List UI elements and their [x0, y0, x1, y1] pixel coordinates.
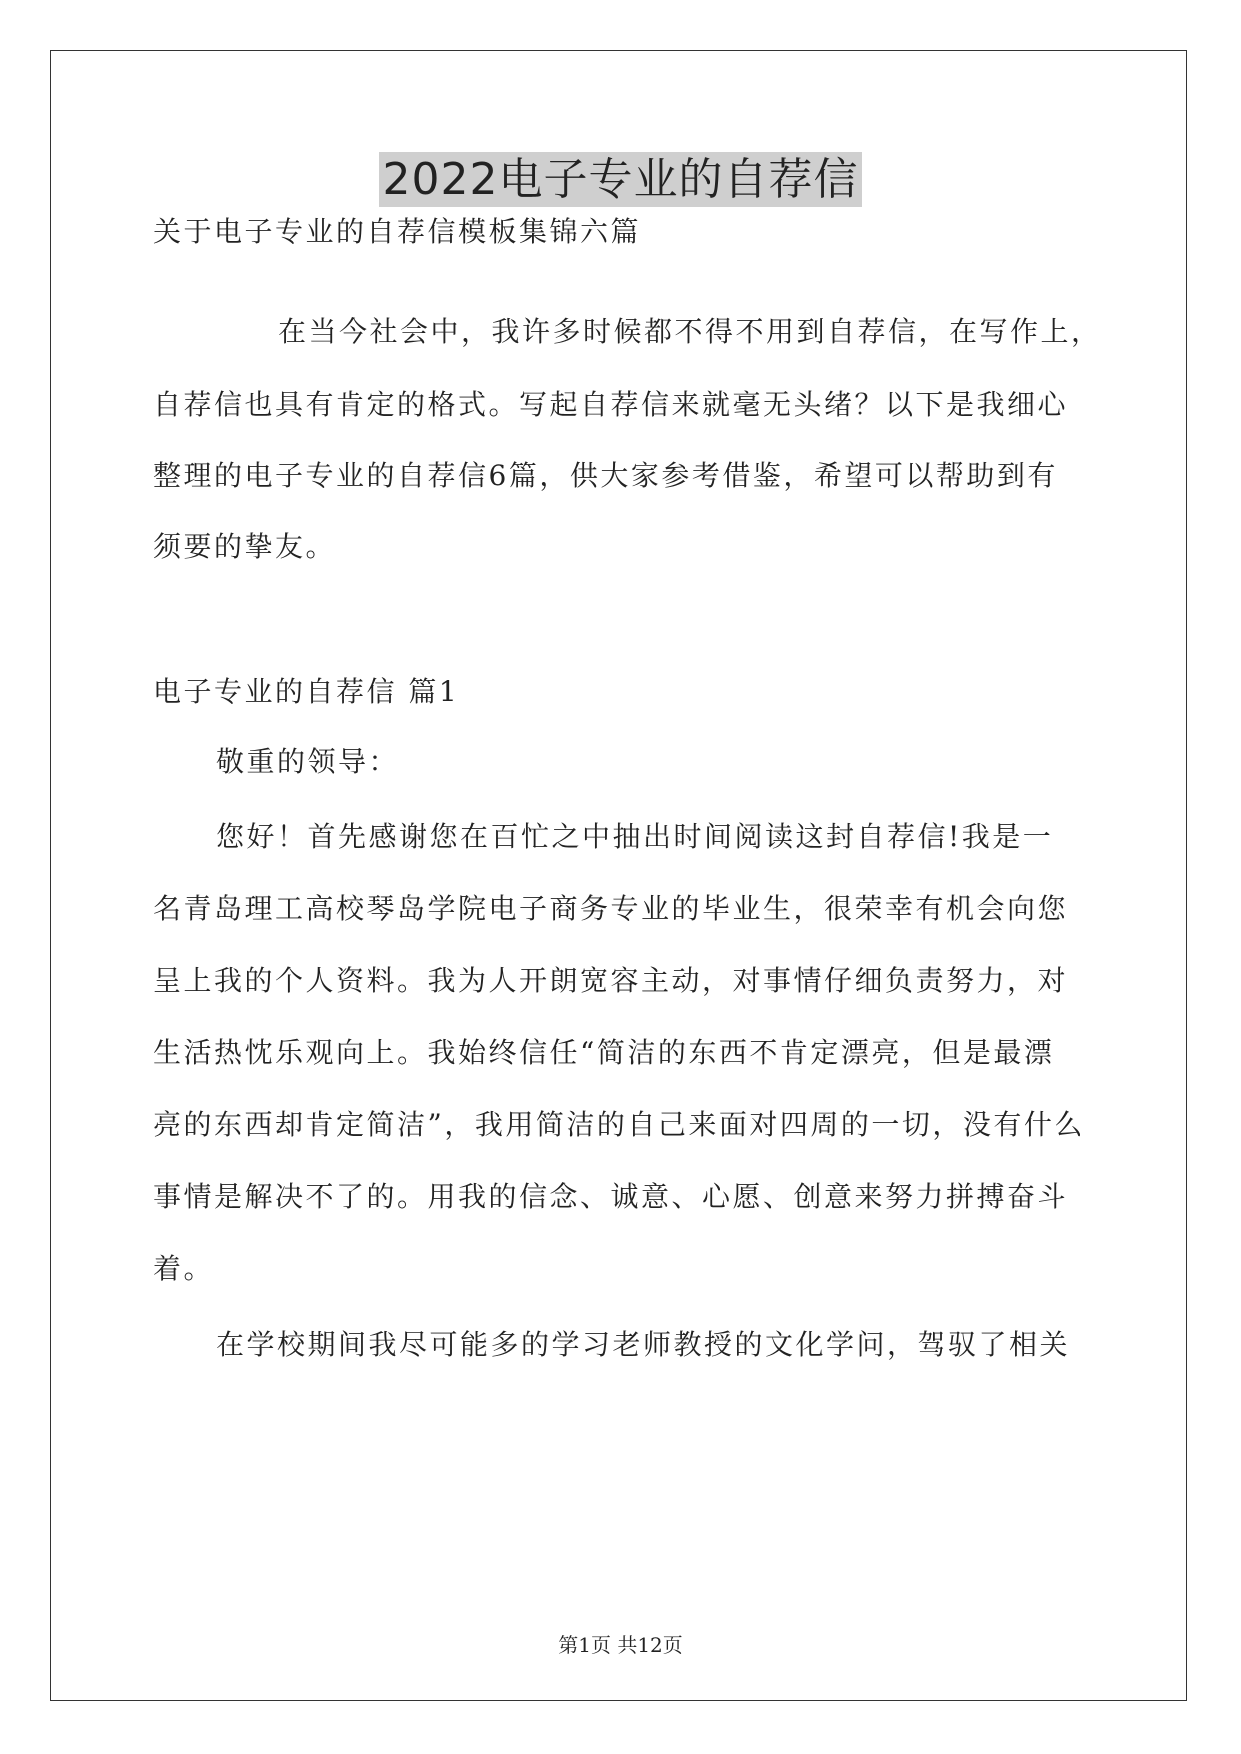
page-border [50, 50, 1187, 1701]
intro-line-1: 在当今社会中，我许多时候都不得不用到自荐信，在写作上， [278, 315, 1102, 348]
subtitle: 关于电子专业的自荐信模板集锦六篇 [153, 215, 642, 248]
body-line-4: 生活热忱乐观向上。我始终信任“简洁的东西不肯定漂亮，但是最漂 [153, 1036, 1055, 1069]
salutation: 敬重的领导： [216, 745, 400, 778]
body-line-3: 呈上我的个人资料。我为人开朗宽容主动，对事情仔细负责努力，对 [153, 964, 1069, 997]
intro-line-2: 自荐信也具有肯定的格式。写起自荐信来就毫无头绪？以下是我细心 [153, 388, 1069, 421]
body-line-1: 您好！首先感谢您在百忙之中抽出时间阅读这封自荐信!我是一 [216, 820, 1054, 853]
page-footer: 第1页 共12页 [558, 1633, 683, 1657]
document-title [0, 150, 1241, 210]
intro-line-4: 须要的挚友。 [153, 530, 337, 563]
body-line-6: 事情是解决不了的。用我的信念、诚意、心愿、创意来努力拼搏奋斗 [153, 1180, 1069, 1213]
section-heading: 电子专业的自荐信 篇1 [153, 675, 460, 708]
body-line-7: 着。 [153, 1252, 215, 1285]
document-title-text: 2022电子专业的自荐信 [379, 152, 863, 207]
body-line-5: 亮的东西却肯定简洁”，我用简洁的自己来面对四周的一切，没有什么 [153, 1108, 1085, 1141]
intro-line-3: 整理的电子专业的自荐信6篇，供大家参考借鉴，希望可以帮助到有 [153, 459, 1058, 492]
body-line-2: 名青岛理工高校琴岛学院电子商务专业的毕业生，很荣幸有机会向您 [153, 892, 1069, 925]
body-last-line: 在学校期间我尽可能多的学习老师教授的文化学问，驾驭了相关 [216, 1328, 1071, 1361]
